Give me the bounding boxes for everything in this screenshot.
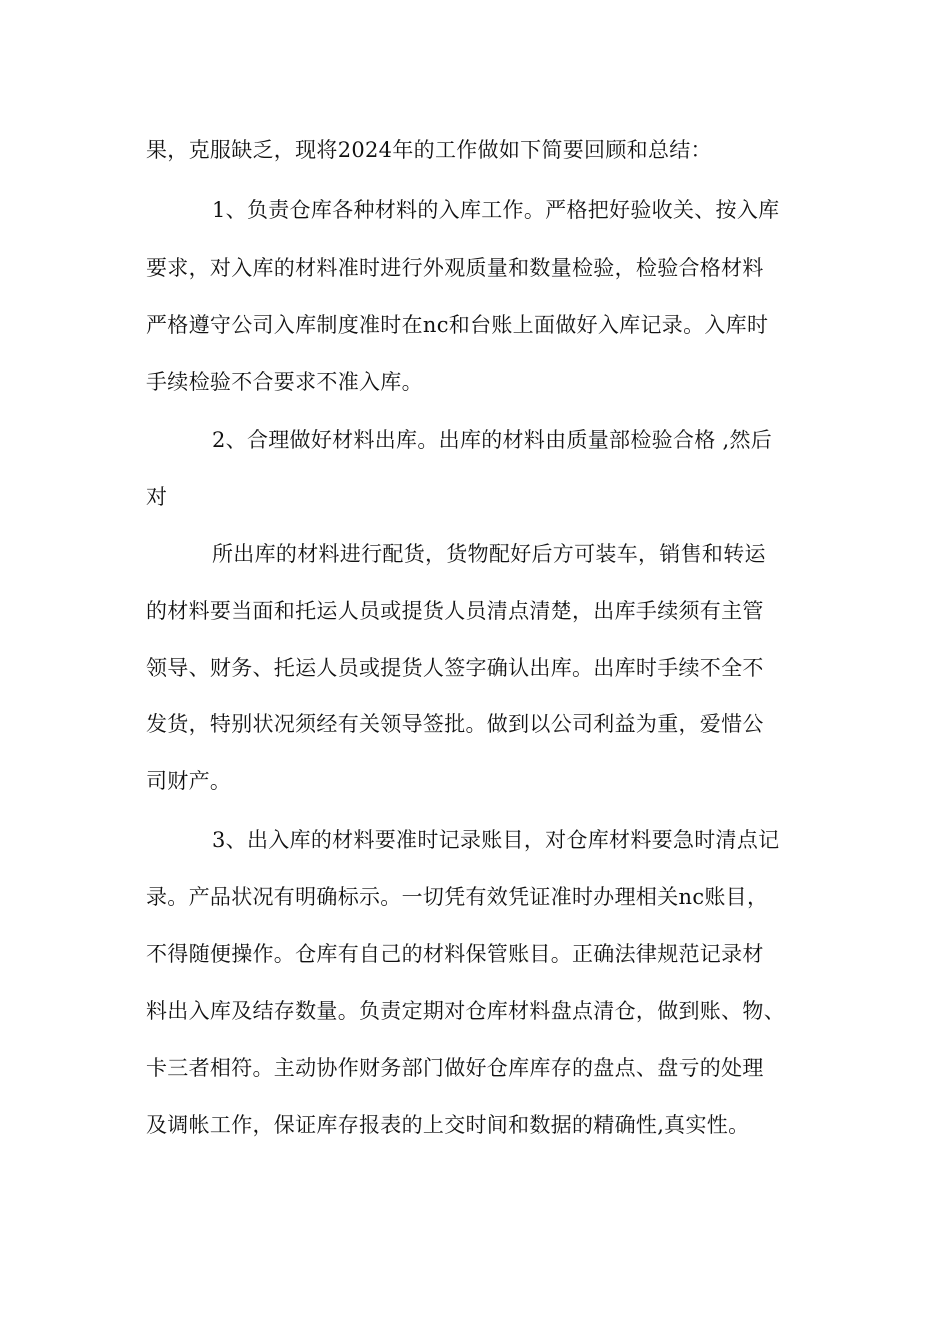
text-line: 发货，特别状况须经有关领导签批。做到以公司利益为重，爱惜公 [146, 712, 764, 736]
text-line: 的材料要当面和托运人员或提货人员清点清楚，出库手续须有主管 [146, 599, 764, 623]
text-line: 卡三者相符。主动协作财务部门做好仓库库存的盘点、盘亏的处理 [146, 1056, 764, 1080]
text-line: 严格遵守公司入库制度准时在nc和台账上面做好入库记录。入库时 [146, 313, 769, 337]
paragraph-4-first-line: 3、出入库的材料要准时记录账目，对仓库材料要急时清点记 [212, 828, 780, 852]
text-line: 司财产。 [146, 769, 232, 793]
text-line: 手续检验不合要求不准入库。 [146, 370, 423, 394]
text-line: 要求，对入库的材料准时进行外观质量和数量检验，检验合格材料 [146, 256, 764, 280]
paragraph-3-first-line: 所出库的材料进行配货，货物配好后方可装车，销售和转运 [212, 542, 766, 566]
text-line: 领导、财务、托运人员或提货人签字确认出库。出库时手续不全不 [146, 656, 764, 680]
text-line: 及调帐工作，保证库存报表的上交时间和数据的精确性,真实性。 [146, 1113, 750, 1137]
text-line: 不得随便操作。仓库有自己的材料保管账目。正确法律规范记录材 [146, 942, 764, 966]
paragraph-1-first-line: 1、负责仓库各种材料的入库工作。严格把好验收关、按入库 [212, 198, 780, 222]
paragraph-2-first-line: 2、合理做好材料出库。出库的材料由质量部检验合格 ,然后 [212, 428, 773, 452]
text-line: 果，克服缺乏，现将2024年的工作做如下简要回顾和总结： [146, 138, 712, 162]
text-line: 对 [146, 485, 168, 509]
text-line: 录。产品状况有明确标示。一切凭有效凭证准时办理相关nc账目， [146, 885, 769, 909]
text-line: 料出入库及结存数量。负责定期对仓库材料盘点清仓，做到账、物、 [146, 999, 785, 1023]
